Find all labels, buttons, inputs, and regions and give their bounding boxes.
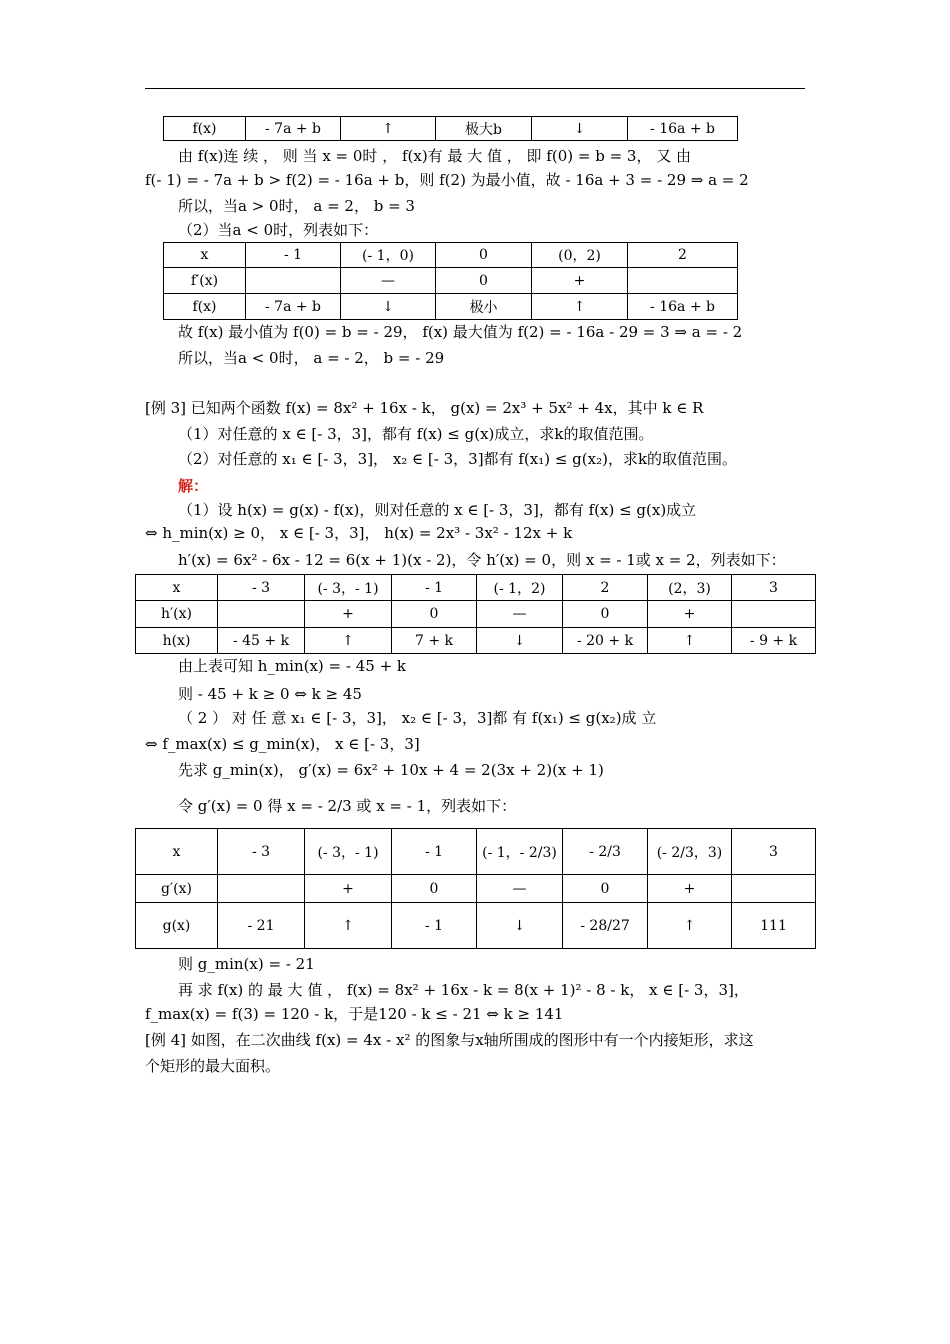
text-line: 由 f(x)连 续 ， 则 当 x = 0时 ， f(x)有 最 大 值 ， 即 f(0) = b = 3， 又 由 (178, 147, 691, 165)
table-cell: (- 1，- 2/3) (477, 829, 563, 875)
table-cell: (- 2/3，3) (648, 829, 732, 875)
table-cell: - 3 (218, 575, 305, 601)
text-line: 所以，当a > 0时， a = 2， b = 3 (178, 197, 415, 215)
table-cell: - 1 (392, 903, 477, 949)
table-cell: h(x) (136, 628, 218, 654)
text-line: 所以，当a < 0时， a = - 2， b = - 29 (178, 349, 445, 367)
text-line: ⇔ f_max(x) ≤ g_min(x)， x ∈ [- 3，3] (145, 735, 420, 753)
table-cell: - 1 (392, 829, 477, 875)
table-cell: f(x) (164, 294, 246, 320)
table-cell: 0 (436, 268, 532, 294)
table-cell: + (532, 268, 628, 294)
table-cell: (0，2) (532, 243, 628, 268)
table-cell: ↓ (477, 903, 563, 949)
variation-table-2 (163, 242, 738, 320)
table-cell: x (164, 243, 246, 268)
table-cell: (2，3) (648, 575, 732, 601)
table-cell: ↑ (532, 294, 628, 320)
table-cell: ↓ (532, 117, 628, 141)
table-cell: + (305, 601, 392, 628)
table-cell: (- 1，0) (341, 243, 436, 268)
text-line: f(- 1) = - 7a + b > f(2) = - 16a + b，则 f(2) 为最小值，故 - 16a + 3 = - 29 ⇒ a = 2 (145, 171, 749, 189)
table-cell: g′(x) (136, 875, 218, 903)
table-cell (218, 601, 305, 628)
text-line: （1）对任意的 x ∈ [- 3，3]，都有 f(x) ≤ g(x)成立，求k的取值范围。 (178, 425, 654, 443)
table-cell: ↓ (477, 628, 563, 654)
table-cell: - 21 (218, 903, 305, 949)
table-cell: 极大b (436, 117, 532, 141)
text-line: （2）当a < 0时，列表如下： (178, 221, 379, 239)
table-cell: ↑ (305, 628, 392, 654)
table-cell: 2 (628, 243, 738, 268)
table-cell: ↑ (648, 903, 732, 949)
table-cell: 0 (563, 875, 648, 903)
table-cell: - 2/3 (563, 829, 648, 875)
table-cell: g(x) (136, 903, 218, 949)
text-line: 则 g_min(x) = - 21 (178, 955, 315, 973)
table-cell: — (477, 875, 563, 903)
table-cell: - 16a + b (628, 117, 738, 141)
variation-table-1 (163, 116, 738, 141)
table-cell: h′(x) (136, 601, 218, 628)
variation-table-4 (135, 828, 816, 949)
table-cell: 0 (563, 601, 648, 628)
table-cell: - 1 (392, 575, 477, 601)
text-line: [例 3] 已知两个函数 f(x) = 8x² + 16x - k， g(x) = 2x³ + 5x² + 4x，其中 k ∈ R (145, 399, 704, 417)
table-cell: 3 (732, 575, 816, 601)
table-cell (732, 875, 816, 903)
table-cell: ↑ (648, 628, 732, 654)
text-line: 令 g′(x) = 0 得 x = - 2/3 或 x = - 1，列表如下： (178, 797, 517, 815)
table-cell: — (477, 601, 563, 628)
text-line: f_max(x) = f(3) = 120 - k，于是120 - k ≤ - 21 ⇔ k ≥ 141 (145, 1005, 564, 1023)
table-cell: 3 (732, 829, 816, 875)
table-cell: 111 (732, 903, 816, 949)
table-cell: 极小 (436, 294, 532, 320)
table-cell: ↑ (305, 903, 392, 949)
table-cell: + (305, 875, 392, 903)
table-cell: - 45 + k (218, 628, 305, 654)
text-line: h′(x) = 6x² - 6x - 12 = 6(x + 1)(x - 2)，令 h′(x) = 0，则 x = - 1或 x = 2，列表如下： (178, 551, 786, 569)
table-cell: - 3 (218, 829, 305, 875)
table-cell (218, 875, 305, 903)
table-cell: — (341, 268, 436, 294)
table-cell (732, 601, 816, 628)
table-cell: - 7a + b (246, 294, 341, 320)
table-cell: x (136, 829, 218, 875)
table-cell: ↑ (341, 117, 436, 141)
table-cell: 7 + k (392, 628, 477, 654)
text-line: 再 求 f(x) 的 最 大 值 ， f(x) = 8x² + 16x - k = 8(x + 1)² - 8 - k， x ∈ [- 3，3]， (178, 981, 749, 999)
table-cell: (- 3，- 1) (305, 575, 392, 601)
solution-heading: 解： (178, 477, 209, 495)
table-cell: ↓ (341, 294, 436, 320)
table-cell: 0 (436, 243, 532, 268)
table-cell (628, 268, 738, 294)
text-line: （ 2 ） 对 任 意 x₁ ∈ [- 3，3]， x₂ ∈ [- 3，3]都 有 f(x₁) ≤ g(x₂)成 立 (178, 709, 657, 727)
text-line: 先求 g_min(x)， g′(x) = 6x² + 10x + 4 = 2(3x + 2)(x + 1) (178, 761, 604, 779)
text-line: 则 - 45 + k ≥ 0 ⇔ k ≥ 45 (178, 685, 362, 703)
table-cell: + (648, 601, 732, 628)
text-line: （2）对任意的 x₁ ∈ [- 3，3]， x₂ ∈ [- 3，3]都有 f(x₁) ≤ g(x₂)，求k的取值范围。 (178, 450, 738, 468)
text-line: 由上表可知 h_min(x) = - 45 + k (178, 657, 406, 675)
table-cell (246, 268, 341, 294)
table-cell: 0 (392, 875, 477, 903)
table-cell: 0 (392, 601, 477, 628)
table-cell: + (648, 875, 732, 903)
text-line: 故 f(x) 最小值为 f(0) = b = - 29， f(x) 最大值为 f(2) = - 16a - 29 = 3 ⇒ a = - 2 (178, 323, 743, 341)
header-rule (145, 88, 805, 89)
table-cell: f′(x) (164, 268, 246, 294)
table-cell: f(x) (164, 117, 246, 141)
table-cell: 2 (563, 575, 648, 601)
text-line: 个矩形的最大面积。 (145, 1057, 281, 1075)
table-cell: - 20 + k (563, 628, 648, 654)
table-cell: (- 3，- 1) (305, 829, 392, 875)
text-line: [例 4] 如图，在二次曲线 f(x) = 4x - x² 的图象与x轴所围成的图形中有一个内接矩形，求这 (145, 1031, 754, 1049)
table-cell: x (136, 575, 218, 601)
variation-table-3 (135, 574, 816, 654)
table-cell: - 1 (246, 243, 341, 268)
table-cell: (- 1，2) (477, 575, 563, 601)
table-cell: - 9 + k (732, 628, 816, 654)
text-line: （1）设 h(x) = g(x) - f(x)，则对任意的 x ∈ [- 3，3]，都有 f(x) ≤ g(x)成立 (178, 501, 697, 519)
table-cell: - 7a + b (246, 117, 341, 141)
table-cell: - 16a + b (628, 294, 738, 320)
table-cell: - 28/27 (563, 903, 648, 949)
text-line: ⇔ h_min(x) ≥ 0， x ∈ [- 3，3]， h(x) = 2x³ - 3x² - 12x + k (145, 524, 573, 542)
